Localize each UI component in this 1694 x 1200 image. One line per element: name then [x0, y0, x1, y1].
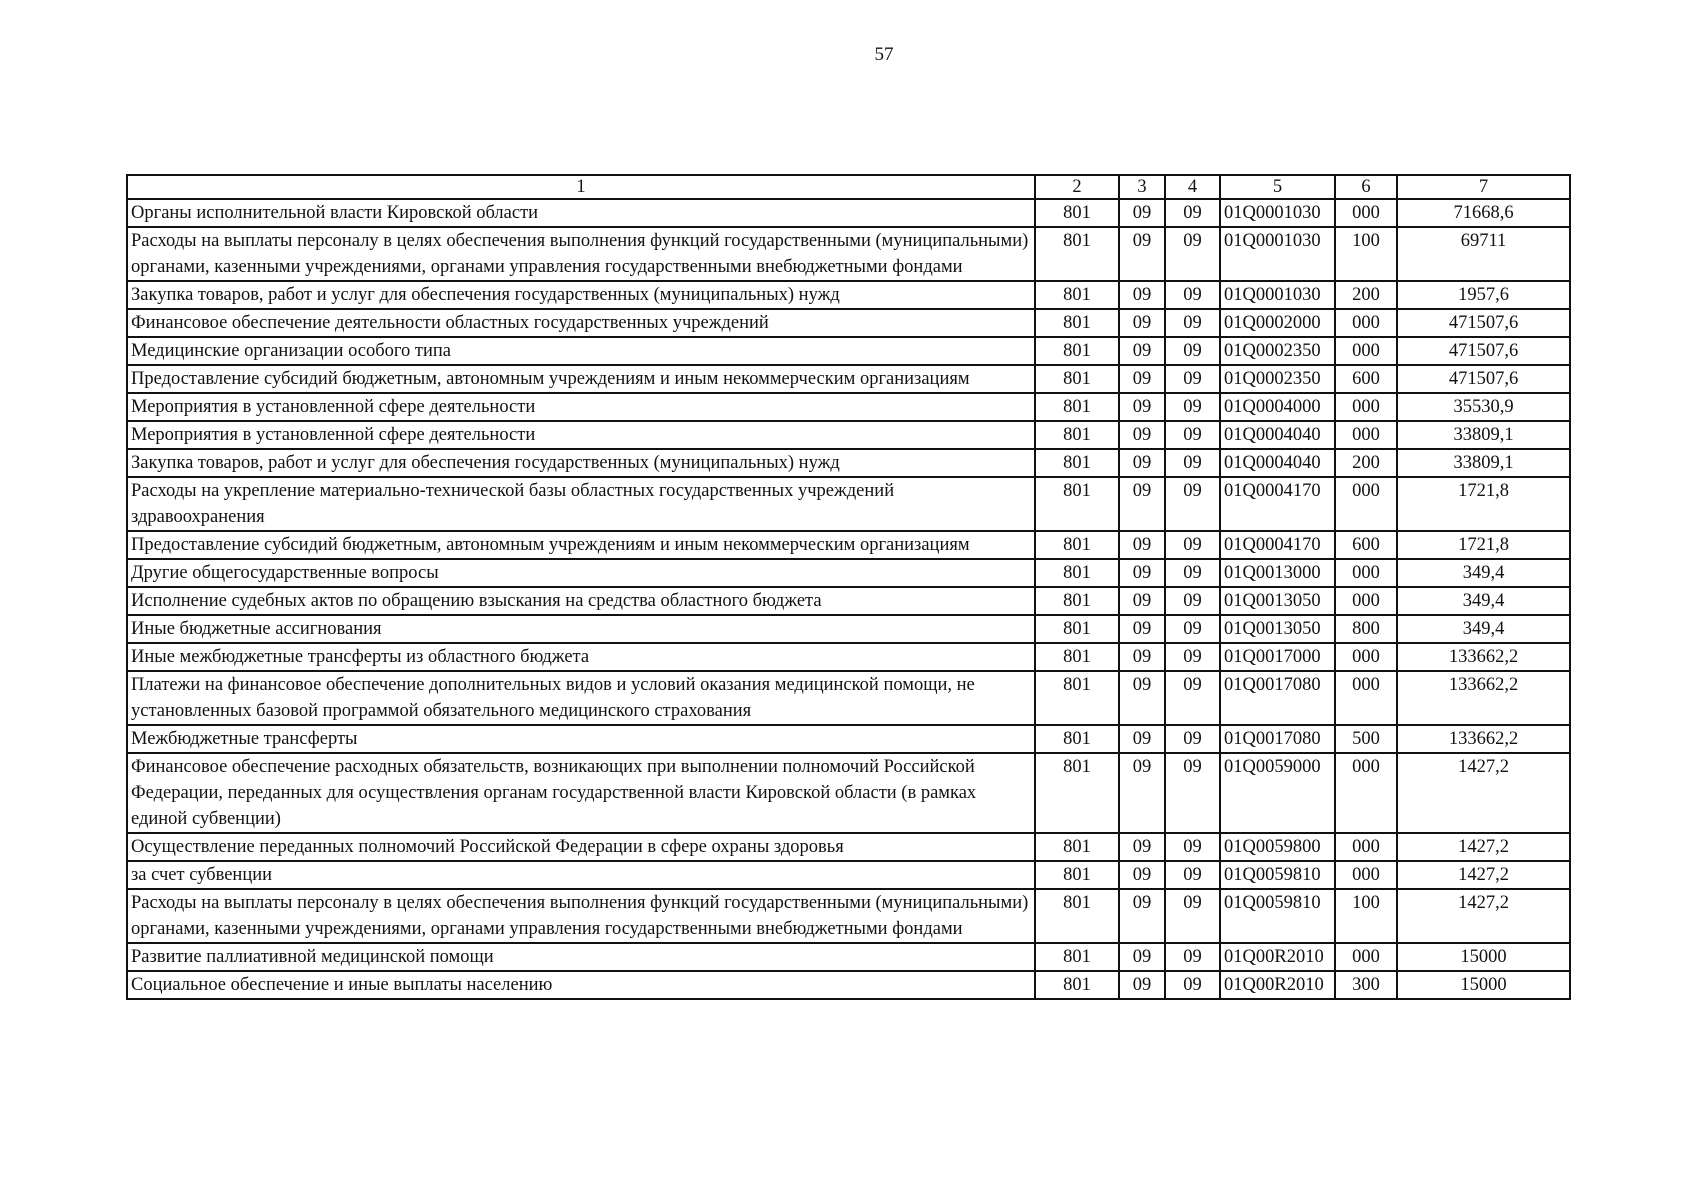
ministry-code-cell: 801: [1035, 337, 1119, 365]
target-article-code-cell: 01Q0001030: [1220, 199, 1335, 227]
ministry-code-cell: 801: [1035, 449, 1119, 477]
table-row: [127, 971, 1570, 999]
item-name-cell: Предоставление субсидий бюджетным, автономным учреждениям и иным некоммерческим организациям: [127, 365, 1035, 393]
section-code-cell: 09: [1119, 365, 1165, 393]
amount-cell: 35530,9: [1397, 393, 1570, 421]
item-name-cell: Расходы на выплаты персоналу в целях обеспечения выполнения функций государственными (муниципальными) органами, казенными учреждениями, органами управления государственными внебюджетными фондами: [127, 889, 1035, 943]
expense-type-code-cell: 000: [1335, 643, 1397, 671]
section-code-cell: 09: [1119, 615, 1165, 643]
item-name-cell: Финансовое обеспечение деятельности областных государственных учреждений: [127, 309, 1035, 337]
target-article-code-cell: 01Q0001030: [1220, 227, 1335, 281]
header-cell: 1: [127, 175, 1035, 199]
item-name-cell: Предоставление субсидий бюджетным, автономным учреждениям и иным некоммерческим организациям: [127, 531, 1035, 559]
ministry-code-cell: 801: [1035, 753, 1119, 833]
subsection-code-cell: 09: [1165, 449, 1220, 477]
budget-table: [126, 174, 1571, 1000]
table-row: [127, 227, 1570, 281]
amount-cell: 1427,2: [1397, 889, 1570, 943]
target-article-code-cell: 01Q0059800: [1220, 833, 1335, 861]
ministry-code-cell: 801: [1035, 615, 1119, 643]
target-article-code-cell: 01Q0017000: [1220, 643, 1335, 671]
item-name-cell: за счет субвенции: [127, 861, 1035, 889]
ministry-code-cell: 801: [1035, 281, 1119, 309]
ministry-code-cell: 801: [1035, 943, 1119, 971]
section-code-cell: 09: [1119, 559, 1165, 587]
target-article-code-cell: 01Q0013050: [1220, 615, 1335, 643]
subsection-code-cell: 09: [1165, 725, 1220, 753]
table-row: [127, 393, 1570, 421]
ministry-code-cell: 801: [1035, 421, 1119, 449]
target-article-code-cell: 01Q0002350: [1220, 365, 1335, 393]
expense-type-code-cell: 000: [1335, 671, 1397, 725]
target-article-code-cell: 01Q0002350: [1220, 337, 1335, 365]
amount-cell: 133662,2: [1397, 725, 1570, 753]
table-row: [127, 861, 1570, 889]
expense-type-code-cell: 500: [1335, 725, 1397, 753]
table-row: [127, 199, 1570, 227]
item-name-cell: Межбюджетные трансферты: [127, 725, 1035, 753]
target-article-code-cell: 01Q0017080: [1220, 671, 1335, 725]
expense-type-code-cell: 000: [1335, 833, 1397, 861]
section-code-cell: 09: [1119, 199, 1165, 227]
amount-cell: 471507,6: [1397, 337, 1570, 365]
section-code-cell: 09: [1119, 889, 1165, 943]
ministry-code-cell: 801: [1035, 199, 1119, 227]
item-name-cell: Социальное обеспечение и иные выплаты населению: [127, 971, 1035, 999]
table-row: [127, 753, 1570, 833]
expense-type-code-cell: 600: [1335, 531, 1397, 559]
subsection-code-cell: 09: [1165, 559, 1220, 587]
item-name-cell: Расходы на укрепление материально-технической базы областных государственных учреждений здравоохранения: [127, 477, 1035, 531]
ministry-code-cell: 801: [1035, 393, 1119, 421]
section-code-cell: 09: [1119, 643, 1165, 671]
item-name-cell: Закупка товаров, работ и услуг для обеспечения государственных (муниципальных) нужд: [127, 449, 1035, 477]
section-code-cell: 09: [1119, 449, 1165, 477]
item-name-cell: Финансовое обеспечение расходных обязательств, возникающих при выполнении полномочий Российской Федерации, переданных для осуществления органам государственной власти Кировской области (в рамках единой субвенции): [127, 753, 1035, 833]
amount-cell: 1721,8: [1397, 531, 1570, 559]
subsection-code-cell: 09: [1165, 531, 1220, 559]
expense-type-code-cell: 000: [1335, 337, 1397, 365]
section-code-cell: 09: [1119, 671, 1165, 725]
ministry-code-cell: 801: [1035, 971, 1119, 999]
section-code-cell: 09: [1119, 725, 1165, 753]
target-article-code-cell: 01Q0002000: [1220, 309, 1335, 337]
subsection-code-cell: 09: [1165, 281, 1220, 309]
amount-cell: 1957,6: [1397, 281, 1570, 309]
amount-cell: 133662,2: [1397, 643, 1570, 671]
subsection-code-cell: 09: [1165, 943, 1220, 971]
section-code-cell: 09: [1119, 861, 1165, 889]
section-code-cell: 09: [1119, 477, 1165, 531]
ministry-code-cell: 801: [1035, 477, 1119, 531]
ministry-code-cell: 801: [1035, 861, 1119, 889]
target-article-code-cell: 01Q00R2010: [1220, 971, 1335, 999]
table-row: [127, 833, 1570, 861]
subsection-code-cell: 09: [1165, 365, 1220, 393]
amount-cell: 71668,6: [1397, 199, 1570, 227]
table-row: [127, 725, 1570, 753]
item-name-cell: Иные бюджетные ассигнования: [127, 615, 1035, 643]
item-name-cell: Платежи на финансовое обеспечение дополнительных видов и условий оказания медицинской помощи, не установленных базовой программой обязательного медицинского страхования: [127, 671, 1035, 725]
ministry-code-cell: 801: [1035, 643, 1119, 671]
item-name-cell: Иные межбюджетные трансферты из областного бюджета: [127, 643, 1035, 671]
table-row: [127, 477, 1570, 531]
target-article-code-cell: 01Q0017080: [1220, 725, 1335, 753]
subsection-code-cell: 09: [1165, 643, 1220, 671]
amount-cell: 471507,6: [1397, 365, 1570, 393]
expense-type-code-cell: 000: [1335, 309, 1397, 337]
header-cell: 3: [1119, 175, 1165, 199]
section-code-cell: 09: [1119, 337, 1165, 365]
table-row: [127, 449, 1570, 477]
section-code-cell: 09: [1119, 943, 1165, 971]
target-article-code-cell: 01Q0013000: [1220, 559, 1335, 587]
expense-type-code-cell: 000: [1335, 199, 1397, 227]
subsection-code-cell: 09: [1165, 671, 1220, 725]
amount-cell: 33809,1: [1397, 421, 1570, 449]
item-name-cell: Закупка товаров, работ и услуг для обеспечения государственных (муниципальных) нужд: [127, 281, 1035, 309]
section-code-cell: 09: [1119, 753, 1165, 833]
table-row: [127, 309, 1570, 337]
item-name-cell: Другие общегосударственные вопросы: [127, 559, 1035, 587]
subsection-code-cell: 09: [1165, 615, 1220, 643]
amount-cell: 1427,2: [1397, 753, 1570, 833]
section-code-cell: 09: [1119, 309, 1165, 337]
table-row: [127, 671, 1570, 725]
target-article-code-cell: 01Q0013050: [1220, 587, 1335, 615]
expense-type-code-cell: 000: [1335, 587, 1397, 615]
table-row: [127, 365, 1570, 393]
expense-type-code-cell: 000: [1335, 393, 1397, 421]
ministry-code-cell: 801: [1035, 833, 1119, 861]
expense-type-code-cell: 000: [1335, 559, 1397, 587]
expense-type-code-cell: 200: [1335, 281, 1397, 309]
table-row: [127, 559, 1570, 587]
target-article-code-cell: 01Q0004170: [1220, 531, 1335, 559]
expense-type-code-cell: 600: [1335, 365, 1397, 393]
target-article-code-cell: 01Q0004040: [1220, 421, 1335, 449]
item-name-cell: Мероприятия в установленной сфере деятельности: [127, 393, 1035, 421]
expense-type-code-cell: 000: [1335, 943, 1397, 971]
expense-type-code-cell: 000: [1335, 477, 1397, 531]
expense-type-code-cell: 000: [1335, 861, 1397, 889]
amount-cell: 15000: [1397, 943, 1570, 971]
section-code-cell: 09: [1119, 531, 1165, 559]
amount-cell: 349,4: [1397, 559, 1570, 587]
expense-type-code-cell: 100: [1335, 889, 1397, 943]
amount-cell: 349,4: [1397, 615, 1570, 643]
target-article-code-cell: 01Q0004000: [1220, 393, 1335, 421]
target-article-code-cell: 01Q00R2010: [1220, 943, 1335, 971]
amount-cell: 349,4: [1397, 587, 1570, 615]
target-article-code-cell: 01Q0004170: [1220, 477, 1335, 531]
ministry-code-cell: 801: [1035, 587, 1119, 615]
subsection-code-cell: 09: [1165, 337, 1220, 365]
target-article-code-cell: 01Q0059810: [1220, 861, 1335, 889]
subsection-code-cell: 09: [1165, 889, 1220, 943]
header-cell: 6: [1335, 175, 1397, 199]
table-row: [127, 615, 1570, 643]
ministry-code-cell: 801: [1035, 227, 1119, 281]
amount-cell: 33809,1: [1397, 449, 1570, 477]
expense-type-code-cell: 000: [1335, 421, 1397, 449]
header-cell: 7: [1397, 175, 1570, 199]
expense-type-code-cell: 000: [1335, 753, 1397, 833]
section-code-cell: 09: [1119, 421, 1165, 449]
subsection-code-cell: 09: [1165, 971, 1220, 999]
subsection-code-cell: 09: [1165, 477, 1220, 531]
header-cell: 2: [1035, 175, 1119, 199]
amount-cell: 1427,2: [1397, 861, 1570, 889]
section-code-cell: 09: [1119, 281, 1165, 309]
expense-type-code-cell: 100: [1335, 227, 1397, 281]
ministry-code-cell: 801: [1035, 559, 1119, 587]
item-name-cell: Осуществление переданных полномочий Российской Федерации в сфере охраны здоровья: [127, 833, 1035, 861]
amount-cell: 1721,8: [1397, 477, 1570, 531]
table-row: [127, 337, 1570, 365]
item-name-cell: Исполнение судебных актов по обращению взыскания на средства областного бюджета: [127, 587, 1035, 615]
expense-type-code-cell: 200: [1335, 449, 1397, 477]
subsection-code-cell: 09: [1165, 861, 1220, 889]
subsection-code-cell: 09: [1165, 421, 1220, 449]
table-row: [127, 531, 1570, 559]
section-code-cell: 09: [1119, 393, 1165, 421]
table-row: [127, 587, 1570, 615]
target-article-code-cell: 01Q0059810: [1220, 889, 1335, 943]
amount-cell: 69711: [1397, 227, 1570, 281]
item-name-cell: Развитие паллиативной медицинской помощи: [127, 943, 1035, 971]
item-name-cell: Мероприятия в установленной сфере деятельности: [127, 421, 1035, 449]
table-row: [127, 643, 1570, 671]
amount-cell: 1427,2: [1397, 833, 1570, 861]
table-row: [127, 889, 1570, 943]
section-code-cell: 09: [1119, 833, 1165, 861]
item-name-cell: Медицинские организации особого типа: [127, 337, 1035, 365]
subsection-code-cell: 09: [1165, 833, 1220, 861]
header-cell: 4: [1165, 175, 1220, 199]
item-name-cell: Органы исполнительной власти Кировской области: [127, 199, 1035, 227]
ministry-code-cell: 801: [1035, 889, 1119, 943]
ministry-code-cell: 801: [1035, 309, 1119, 337]
subsection-code-cell: 09: [1165, 753, 1220, 833]
header-cell: 5: [1220, 175, 1335, 199]
subsection-code-cell: 09: [1165, 227, 1220, 281]
ministry-code-cell: 801: [1035, 671, 1119, 725]
page-number: 57: [874, 44, 894, 65]
header-row: [127, 175, 1570, 199]
amount-cell: 471507,6: [1397, 309, 1570, 337]
section-code-cell: 09: [1119, 227, 1165, 281]
section-code-cell: 09: [1119, 587, 1165, 615]
ministry-code-cell: 801: [1035, 725, 1119, 753]
subsection-code-cell: 09: [1165, 587, 1220, 615]
section-code-cell: 09: [1119, 971, 1165, 999]
table-row: [127, 943, 1570, 971]
ministry-code-cell: 801: [1035, 365, 1119, 393]
ministry-code-cell: 801: [1035, 531, 1119, 559]
amount-cell: 15000: [1397, 971, 1570, 999]
item-name-cell: Расходы на выплаты персоналу в целях обеспечения выполнения функций государственными (муниципальными) органами, казенными учреждениями, органами управления государственными внебюджетными фондами: [127, 227, 1035, 281]
expense-type-code-cell: 300: [1335, 971, 1397, 999]
target-article-code-cell: 01Q0001030: [1220, 281, 1335, 309]
target-article-code-cell: 01Q0059000: [1220, 753, 1335, 833]
expense-type-code-cell: 800: [1335, 615, 1397, 643]
target-article-code-cell: 01Q0004040: [1220, 449, 1335, 477]
subsection-code-cell: 09: [1165, 309, 1220, 337]
table-row: [127, 421, 1570, 449]
subsection-code-cell: 09: [1165, 393, 1220, 421]
subsection-code-cell: 09: [1165, 199, 1220, 227]
amount-cell: 133662,2: [1397, 671, 1570, 725]
table-row: [127, 281, 1570, 309]
